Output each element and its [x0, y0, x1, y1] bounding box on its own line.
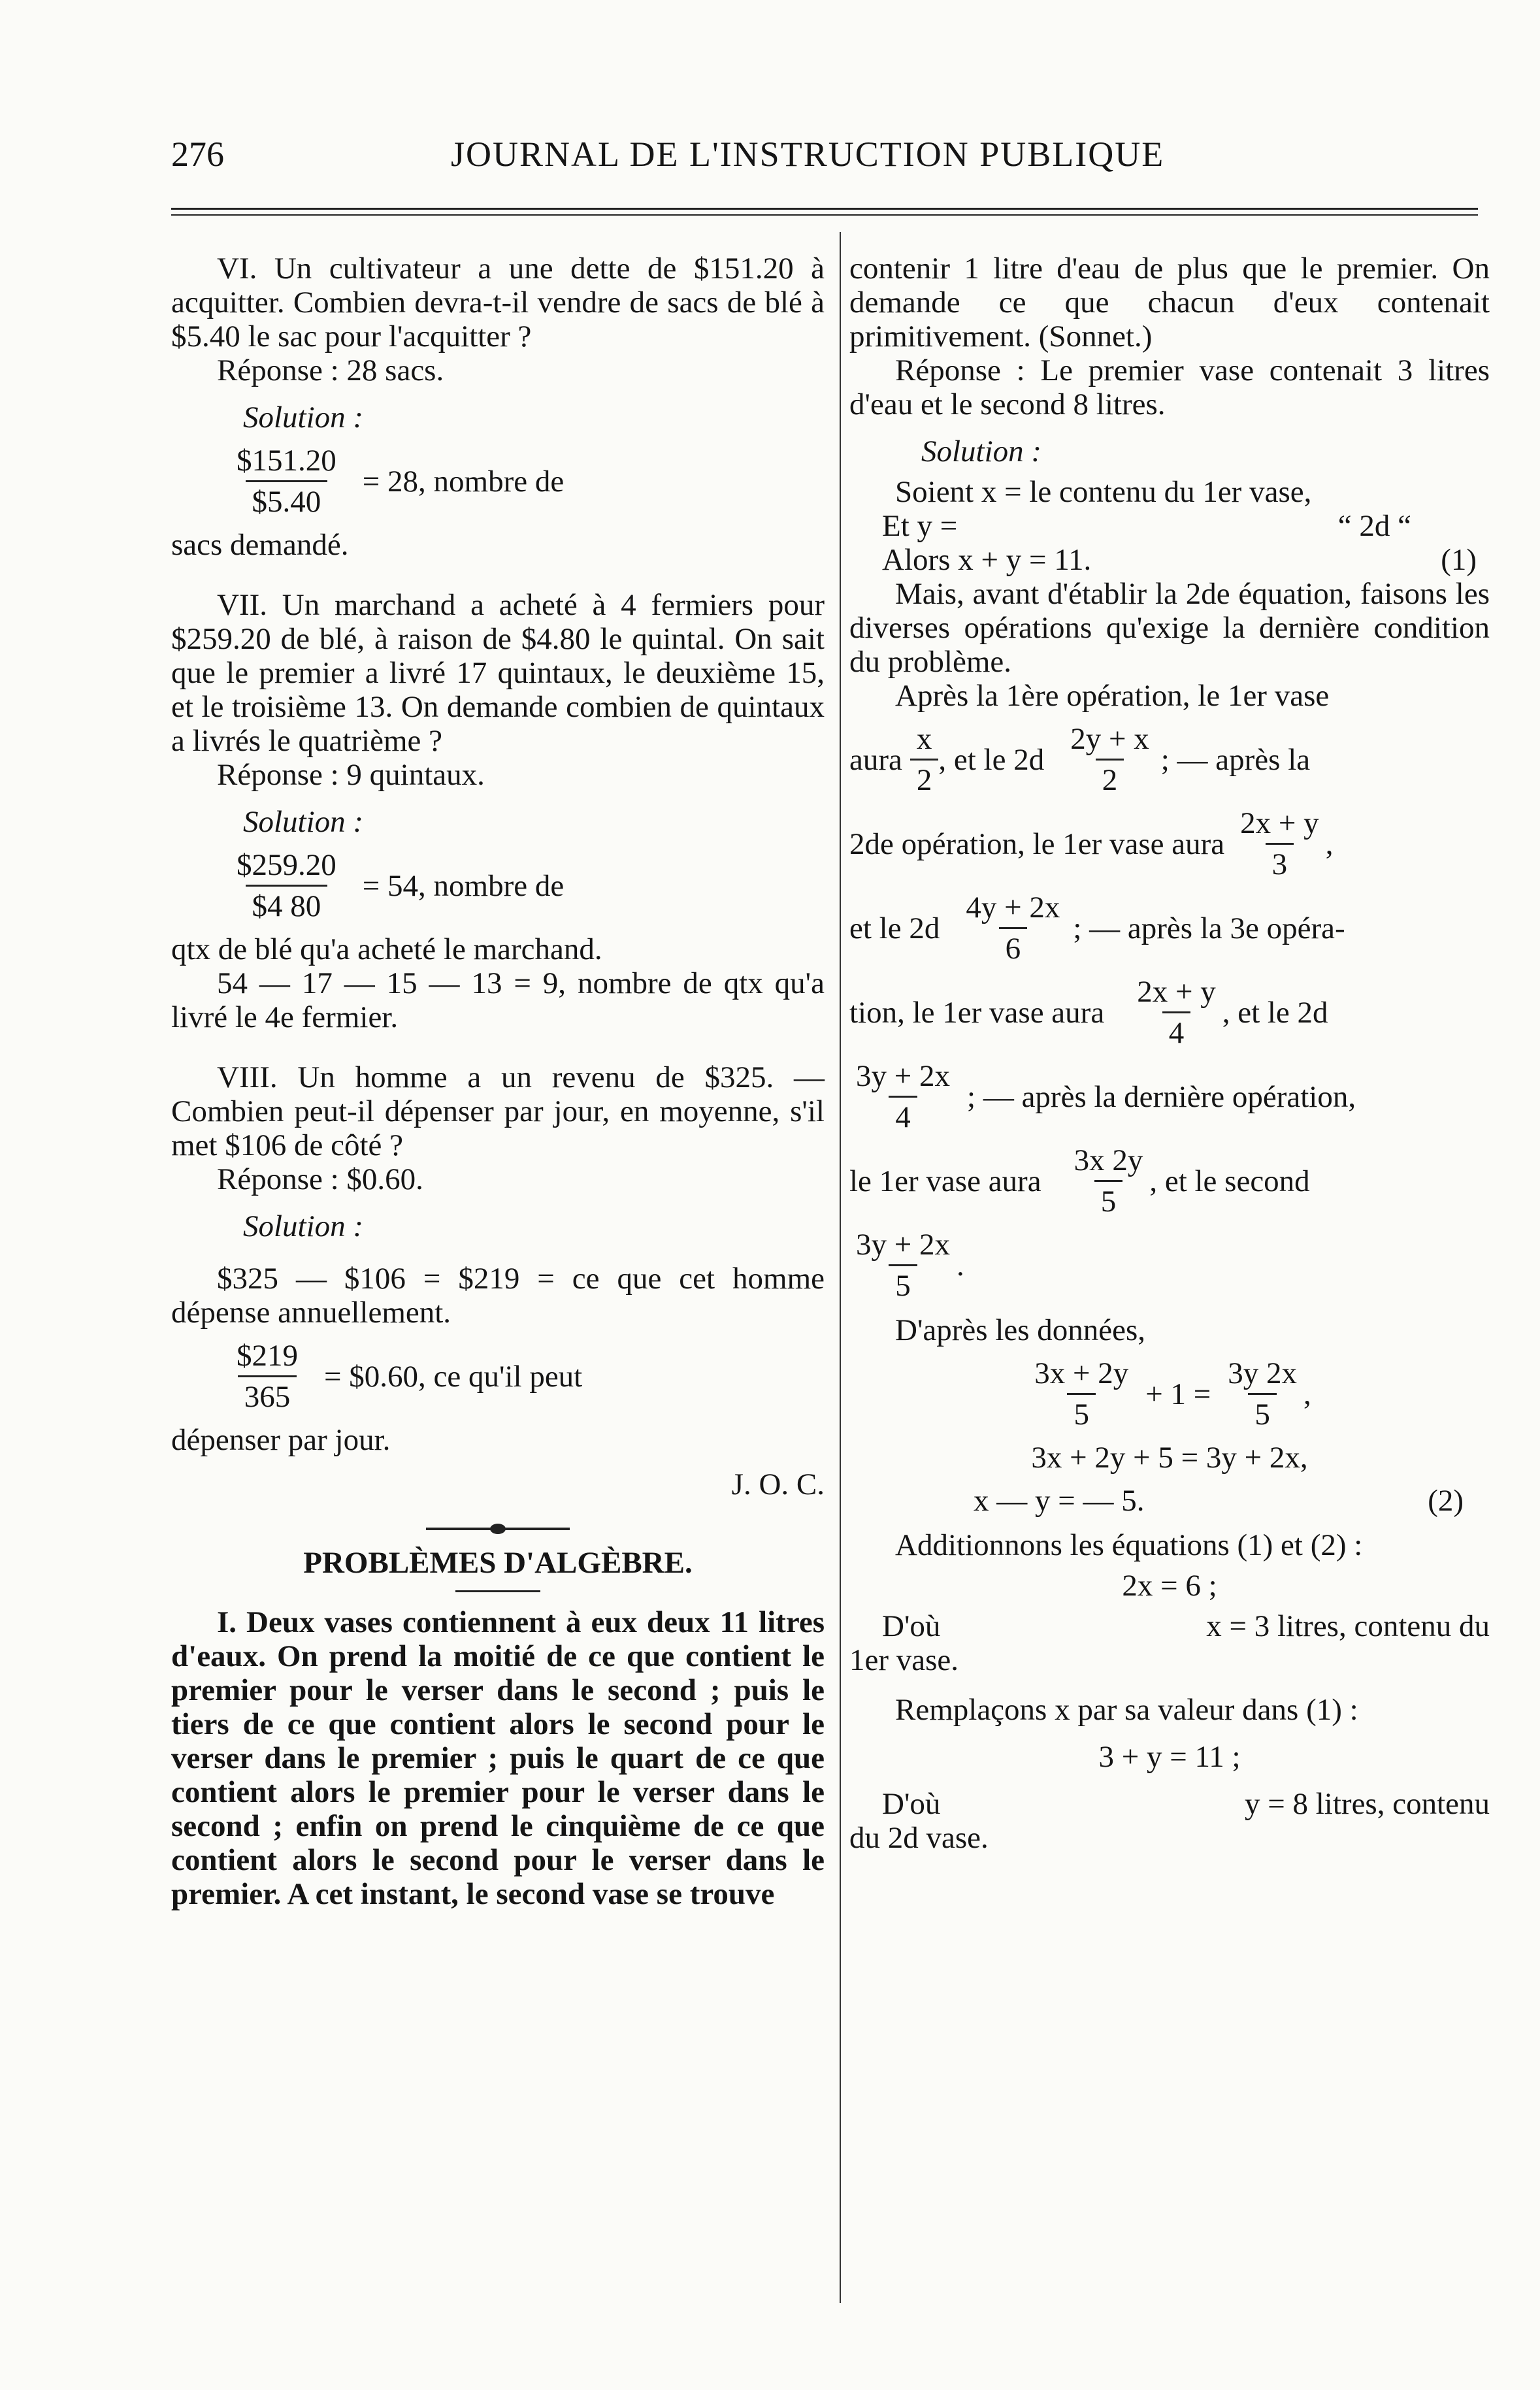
equation-substituted: 3 + y = 11 ; [1098, 1740, 1241, 1774]
result-x [849, 1609, 1490, 1643]
signature: J. O. C. [731, 1467, 825, 1501]
fraction-numerator: 3y 2x [1228, 1356, 1298, 1390]
equation-middle: + 1 = [1145, 1377, 1211, 1411]
equation-1: Alors x + y = 11. [882, 543, 1092, 577]
step-1-text: aura [849, 742, 902, 777]
equation-2 [849, 1484, 1490, 1518]
equation-sum: 2x = 6 ; [1122, 1569, 1217, 1603]
fraction-denominator: 2 [910, 759, 939, 797]
step-6 [849, 1143, 1490, 1219]
step-3-text-b: ; — après la 3e opéra- [1073, 911, 1345, 945]
step-2-text-b: , [1325, 827, 1334, 861]
problem-6: VI. Un cultivateur a une dette de $151.20 à acquitter. Combien devra-t-il vendre de sacs de blé à $5.40 le sac pour l'acquitter ? [171, 252, 825, 353]
let-1: Soient x = le contenu du 1er vase, [895, 475, 1312, 509]
fraction-denominator: 5 [1094, 1180, 1123, 1219]
problem-6-fraction [171, 444, 825, 519]
step-5-text: ; — après la dernière opération, [967, 1079, 1356, 1114]
left-column [171, 252, 825, 1911]
equation-end: , [1303, 1377, 1311, 1411]
result-x-value: x = 3 litres, contenu du [1206, 1609, 1490, 1643]
step-6-text-b: , et le second [1149, 1164, 1310, 1198]
step-1 [849, 722, 1490, 797]
problem-8-solution-label: Solution : [243, 1209, 364, 1243]
problem-7-solution-label: Solution : [243, 805, 364, 839]
add-equations: Additionnons les équations (1) et (2) : [895, 1528, 1363, 1562]
step-7-text: . [957, 1248, 964, 1283]
column-separator [840, 232, 841, 2303]
substitute: Remplaçons x par sa valeur dans (1) : [895, 1693, 1358, 1727]
fraction-numerator: $219 [237, 1339, 298, 1373]
fraction-numerator: 3y + 2x [856, 1059, 951, 1093]
fraction-numerator: 2y + x [1070, 722, 1149, 756]
title-underline [455, 1590, 540, 1592]
problem-8: VIII. Un homme a un revenu de $325. — Combien peut-il dépenser par jour, en moyenne, s'il met $106 de côté ? [171, 1060, 825, 1162]
fraction-result: = 54, nombre de [362, 868, 565, 903]
fraction-result: = 28, nombre de [362, 464, 565, 499]
let-2-right: “ 2d “ [1337, 509, 1411, 543]
algebra-answer: Réponse : Le premier vase contenait 3 litres d'eau et le second 8 litres. [849, 353, 1490, 421]
header-rule [171, 208, 1478, 210]
fraction-denominator: 5 [1067, 1393, 1096, 1432]
let-2-left: Et y = [882, 509, 958, 543]
page-number: 276 [171, 135, 224, 174]
problem-7-fraction [171, 848, 825, 923]
step-4-text-b: , et le 2d [1222, 995, 1328, 1030]
result-y-label: D'où [882, 1787, 941, 1821]
explanation-1: Mais, avant d'établir la 2de équation, faisons les diverses opérations qu'exige la dernière condition du problème. [849, 577, 1490, 679]
step-6-text: le 1er vase aura [849, 1164, 1041, 1198]
fraction-denominator: 2 [1096, 759, 1124, 797]
step-1-text-c: ; — après la [1160, 742, 1311, 777]
step-5 [849, 1059, 1490, 1134]
fraction-denominator: 4 [1162, 1011, 1191, 1050]
step-7 [849, 1228, 1490, 1303]
equation-1-number: (1) [1441, 543, 1477, 577]
fraction-numerator: x [916, 722, 932, 756]
result-y [849, 1787, 1490, 1821]
fraction-numerator: 4y + 2x [966, 891, 1060, 925]
problem-7-tail-1: qtx de blé qu'a acheté le marchand. [171, 932, 602, 966]
step-3-text: et le 2d [849, 911, 940, 945]
result-y-tail: du 2d vase. [849, 1821, 989, 1855]
problem-7: VII. Un marchand a acheté à 4 fermiers pour $259.20 de blé, à raison de $4.80 le quintal. On sait que le premier a livré 17 quintaux, le deuxième 15, et le troisième 13. On demande combien de quintaux a livrés le quatrième ? [171, 588, 825, 758]
step-2-text: 2de opération, le 1er vase aura [849, 827, 1225, 861]
fraction-numerator: 2x + y [1137, 975, 1216, 1009]
fraction-denominator: 365 [238, 1375, 297, 1414]
result-x-label: D'où [882, 1609, 941, 1643]
step-2 [849, 806, 1490, 881]
problem-7-answer: Réponse : 9 quintaux. [217, 758, 485, 792]
algebra-problem-1: I. Deux vases contiennent à eux deux 11 litres d'eaux. On prend la moitié de ce que contient le premier pour le verser dans le second ; puis le tiers de ce que contient alors le second pour le verser dans le premier ; puis le quart de ce que contient alors le premier pour le verser dans le second ; enfin on prend le cinquième de ce que contient alors le second pour le verser dans le premier. A cet instant, le second vase se trouve [171, 1605, 825, 1911]
fraction-numerator: $151.20 [237, 444, 336, 478]
page-header [0, 134, 1540, 193]
let-2 [849, 509, 1490, 543]
running-title: JOURNAL DE L'INSTRUCTION PUBLIQUE [451, 135, 1165, 174]
problem-8-answer: Réponse : $0.60. [217, 1162, 423, 1196]
problem-7-tail-2: 54 — 17 — 15 — 13 = 9, nombre de qtx qu'a livré le 4e fermier. [171, 966, 825, 1034]
equation-2-text: x — y = — 5. [974, 1484, 1145, 1518]
fraction-denominator: 3 [1266, 843, 1294, 881]
step-4 [849, 975, 1490, 1050]
problem-8-fraction [171, 1339, 825, 1414]
problem-8-line: $325 — $106 = $219 = ce que cet homme dépense annuellement. [171, 1262, 825, 1330]
step-4-text: tion, le 1er vase aura [849, 995, 1105, 1030]
fraction-numerator: 2x + y [1240, 806, 1319, 840]
right-column [849, 252, 1490, 1855]
fraction-denominator: 4 [889, 1096, 917, 1134]
fraction-numerator: $259.20 [237, 848, 336, 882]
section-divider [426, 1528, 570, 1530]
let-3 [849, 543, 1490, 577]
problem-6-tail: sacs demandé. [171, 528, 349, 562]
problem-6-answer: Réponse : 28 sacs. [217, 353, 444, 387]
problem-continuation: contenir 1 litre d'eau de plus que le premier. On demande ce que chacun d'eux contenait primitivement. (Sonnet.) [849, 252, 1490, 353]
equation-expanded: 3x + 2y + 5 = 3y + 2x, [1031, 1441, 1308, 1475]
result-y-value: y = 8 litres, contenu [1244, 1787, 1490, 1821]
step-3 [849, 891, 1490, 966]
fraction-result: = $0.60, ce qu'il peut [324, 1359, 583, 1394]
section-title: PROBLÈMES D'ALGÈBRE. [303, 1546, 693, 1580]
equation-fractions [849, 1356, 1490, 1432]
fraction-numerator: 3y + 2x [856, 1228, 951, 1262]
fraction-numerator: 3x 2y [1073, 1143, 1143, 1177]
problem-6-solution-label: Solution : [243, 401, 364, 434]
header-rule-2 [171, 214, 1478, 216]
fraction-numerator: 3x + 2y [1034, 1356, 1129, 1390]
fraction-denominator: $4 80 [246, 885, 328, 923]
fraction-denominator: 5 [1248, 1393, 1277, 1432]
given-data: D'après les données, [895, 1313, 1146, 1347]
step-1-text-b: , et le 2d [938, 742, 1045, 777]
problem-8-tail: dépenser par jour. [171, 1423, 391, 1457]
explanation-2: Après la 1ère opération, le 1er vase [895, 679, 1330, 713]
fraction-denominator: 5 [889, 1264, 917, 1303]
equation-2-number: (2) [1428, 1484, 1464, 1518]
fraction-denominator: $5.40 [246, 480, 328, 519]
result-x-tail: 1er vase. [849, 1643, 959, 1677]
fraction-denominator: 6 [999, 927, 1028, 966]
algebra-solution-label: Solution : [921, 434, 1042, 468]
